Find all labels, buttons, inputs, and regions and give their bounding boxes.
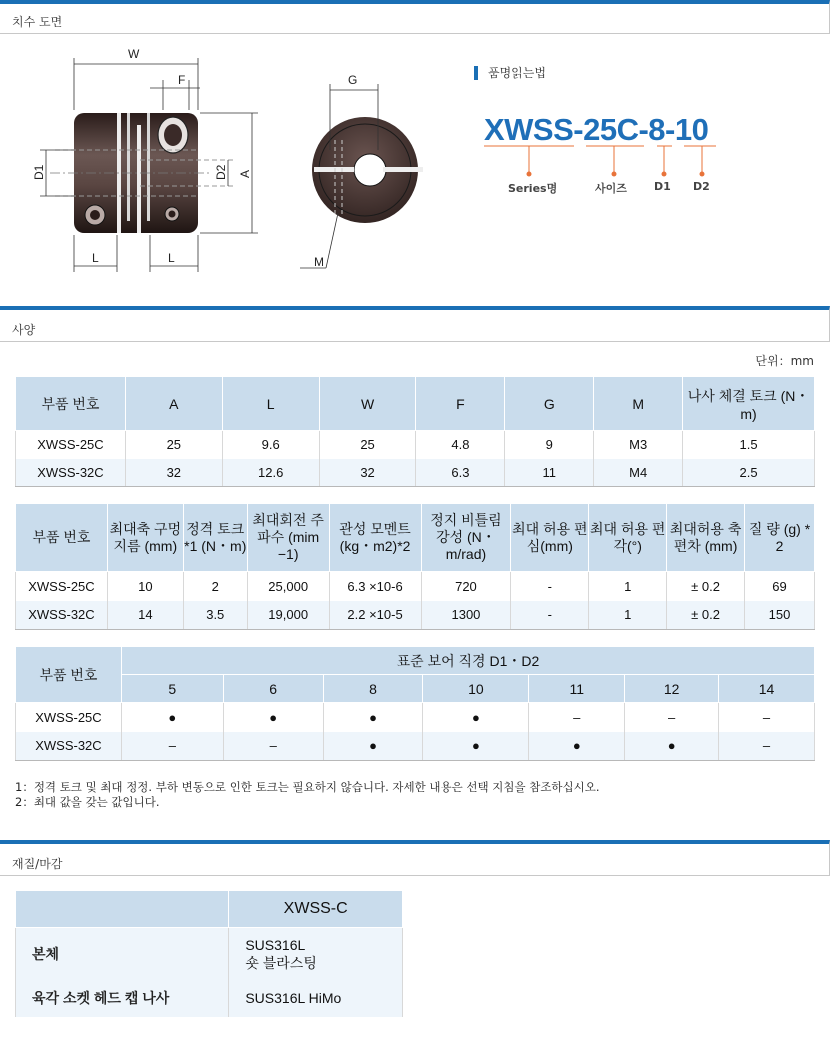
naming-markers <box>474 142 774 182</box>
col-header: 12 <box>625 675 719 703</box>
table-row <box>16 431 815 459</box>
table-cell: 720 <box>421 572 511 601</box>
table-cell: 150 <box>745 601 815 630</box>
col-header: 부품 번호 <box>16 504 108 572</box>
col-header: L <box>222 377 319 431</box>
table-cell: - <box>511 572 589 601</box>
table-header-row <box>16 504 815 572</box>
table-cell: – <box>121 732 223 761</box>
col-header: 8 <box>323 675 423 703</box>
naming-part-series: Series명 <box>508 182 558 195</box>
naming-part-d1: D1 <box>654 180 671 193</box>
unit-label: 단위：mm <box>755 354 814 368</box>
model-number: XWSS-25C-8-10 <box>484 112 709 147</box>
dim-d1-label: D1 <box>32 164 46 180</box>
col-header: G <box>505 377 594 431</box>
table-cell: 4.8 <box>416 431 505 459</box>
dim-a-label: A <box>238 169 252 178</box>
col-header: 최대허용 축 편차 (mm) <box>667 504 745 572</box>
material-value <box>229 928 403 980</box>
dim-g-label: G <box>348 73 358 87</box>
table-cell: ● <box>121 703 223 732</box>
table-cell: - <box>511 601 589 630</box>
col-header: 최대축 구멍지름 (mm) <box>107 504 183 572</box>
table-header-row <box>16 891 403 928</box>
table-cell: ● <box>423 732 529 761</box>
table-cell: 25 <box>319 431 416 459</box>
table-cell: 1 <box>589 572 667 601</box>
table-row <box>16 572 815 601</box>
material-label: 본체 <box>16 928 229 980</box>
table-cell: 25,000 <box>247 572 329 601</box>
table-cell: ● <box>323 732 423 761</box>
footnotes <box>15 780 600 810</box>
material-table <box>15 890 403 1017</box>
table-cell: 25 <box>125 431 222 459</box>
table-cell: 19,000 <box>247 601 329 630</box>
col-header: A <box>125 377 222 431</box>
table-cell: ● <box>223 703 323 732</box>
table-cell: 10 <box>107 572 183 601</box>
table-cell: 2 <box>183 572 247 601</box>
table-cell: 2.5 <box>683 459 815 487</box>
col-header-empty <box>16 891 229 928</box>
table-cell: 32 <box>319 459 416 487</box>
coupling-end-view <box>312 117 423 223</box>
table-header-row <box>16 377 815 431</box>
table-cell: 6.3 ×10-6 <box>329 572 421 601</box>
material-label: 육각 소켓 헤드 캡 나사 <box>16 980 229 1017</box>
col-header: 정격 토크*1 (N・m) <box>183 504 247 572</box>
table-cell: ● <box>625 732 719 761</box>
col-header: 관성 모멘트 (kg・m2)*2 <box>329 504 421 572</box>
table-cell: ● <box>323 703 423 732</box>
naming-part-d2: D2 <box>693 180 710 193</box>
col-header: 6 <box>223 675 323 703</box>
table-cell: M3 <box>594 431 683 459</box>
table-cell: 14 <box>107 601 183 630</box>
col-header: 최대회전 주파수 (mim −1) <box>247 504 329 572</box>
table-cell: – <box>719 732 815 761</box>
part-naming-guide <box>474 62 774 202</box>
col-header: 5 <box>121 675 223 703</box>
section-header-spec <box>0 306 830 342</box>
dimension-drawing <box>0 40 470 280</box>
table-cell: XWSS-32C <box>16 601 108 630</box>
table-cell: ± 0.2 <box>667 572 745 601</box>
col-header: 부품 번호 <box>16 377 126 431</box>
material-value-line: 숏 블라스팅 <box>245 954 317 971</box>
table-cell: 1300 <box>421 601 511 630</box>
table-cell: 32 <box>125 459 222 487</box>
table-cell: – <box>719 703 815 732</box>
table-cell: 11 <box>505 459 594 487</box>
table-cell: XWSS-25C <box>16 431 126 459</box>
section-title: 사양 <box>12 323 36 337</box>
group-header: 표준 보어 직경 D1・D2 <box>121 647 814 675</box>
table-cell: XWSS-32C <box>16 732 122 761</box>
col-header: 14 <box>719 675 815 703</box>
table-cell: 12.6 <box>222 459 319 487</box>
table-row <box>16 980 403 1017</box>
table-cell: – <box>625 703 719 732</box>
col-header: 부품 번호 <box>16 647 122 703</box>
col-header: W <box>319 377 416 431</box>
col-header: 10 <box>423 675 529 703</box>
table-row <box>16 459 815 487</box>
table-cell: – <box>223 732 323 761</box>
footnote-2: 2：최대 값을 갖는 값입니다. <box>15 795 160 809</box>
material-value: SUS316L HiMo <box>229 980 403 1017</box>
dim-w-label: W <box>128 47 140 61</box>
table-cell: 3.5 <box>183 601 247 630</box>
table-row <box>16 732 815 761</box>
col-header: 최대 허용 편각(°) <box>589 504 667 572</box>
table-cell: XWSS-25C <box>16 572 108 601</box>
dimension-spec-table <box>15 376 815 487</box>
table-cell: 1.5 <box>683 431 815 459</box>
col-header: XWSS-C <box>229 891 403 928</box>
table-cell: 9.6 <box>222 431 319 459</box>
col-header: 11 <box>529 675 625 703</box>
section-title: 치수 도면 <box>12 15 63 29</box>
table-cell: ± 0.2 <box>667 601 745 630</box>
section-title: 재질/마감 <box>12 857 63 871</box>
col-header: F <box>416 377 505 431</box>
table-cell: XWSS-32C <box>16 459 126 487</box>
dim-d2-label: D2 <box>214 164 228 180</box>
naming-title: 품명읽는법 <box>474 66 546 80</box>
table-row <box>16 928 403 980</box>
col-header: 질 량 (g) * 2 <box>745 504 815 572</box>
dim-l2-label: L <box>168 251 175 265</box>
col-header: 정지 비틀림 강성 (N・m/rad) <box>421 504 511 572</box>
dim-l1-label: L <box>92 251 99 265</box>
table-cell: ● <box>529 732 625 761</box>
section-header-drawing <box>0 0 830 34</box>
table-cell: 9 <box>505 431 594 459</box>
table-cell: 1 <box>589 601 667 630</box>
performance-spec-table <box>15 503 815 630</box>
table-cell: M4 <box>594 459 683 487</box>
naming-part-size: 사이즈 <box>595 182 627 195</box>
col-header: 나사 체결 토크 (N・m) <box>683 377 815 431</box>
table-row <box>16 703 815 732</box>
table-cell: ● <box>423 703 529 732</box>
table-header-row <box>16 647 815 675</box>
section-header-material <box>0 840 830 876</box>
coupling-side-view <box>50 113 235 233</box>
dim-m-label: M <box>314 255 324 269</box>
footnote-1: 1：정격 토크 및 최대 정정. 부하 변동으로 인한 토크는 필요하지 않습니다. 자세한 내용은 선택 지침을 참조하십시오. <box>15 780 600 794</box>
material-value-line: SUS316L <box>245 936 306 953</box>
bore-diameter-table <box>15 646 815 761</box>
table-cell: 6.3 <box>416 459 505 487</box>
table-header-row <box>16 675 815 703</box>
table-cell: – <box>529 703 625 732</box>
table-cell: 69 <box>745 572 815 601</box>
table-row <box>16 601 815 630</box>
table-cell: 2.2 ×10-5 <box>329 601 421 630</box>
col-header: 최대 허용 편심(mm) <box>511 504 589 572</box>
dim-f-label: F <box>178 73 186 87</box>
col-header: M <box>594 377 683 431</box>
table-cell: XWSS-25C <box>16 703 122 732</box>
